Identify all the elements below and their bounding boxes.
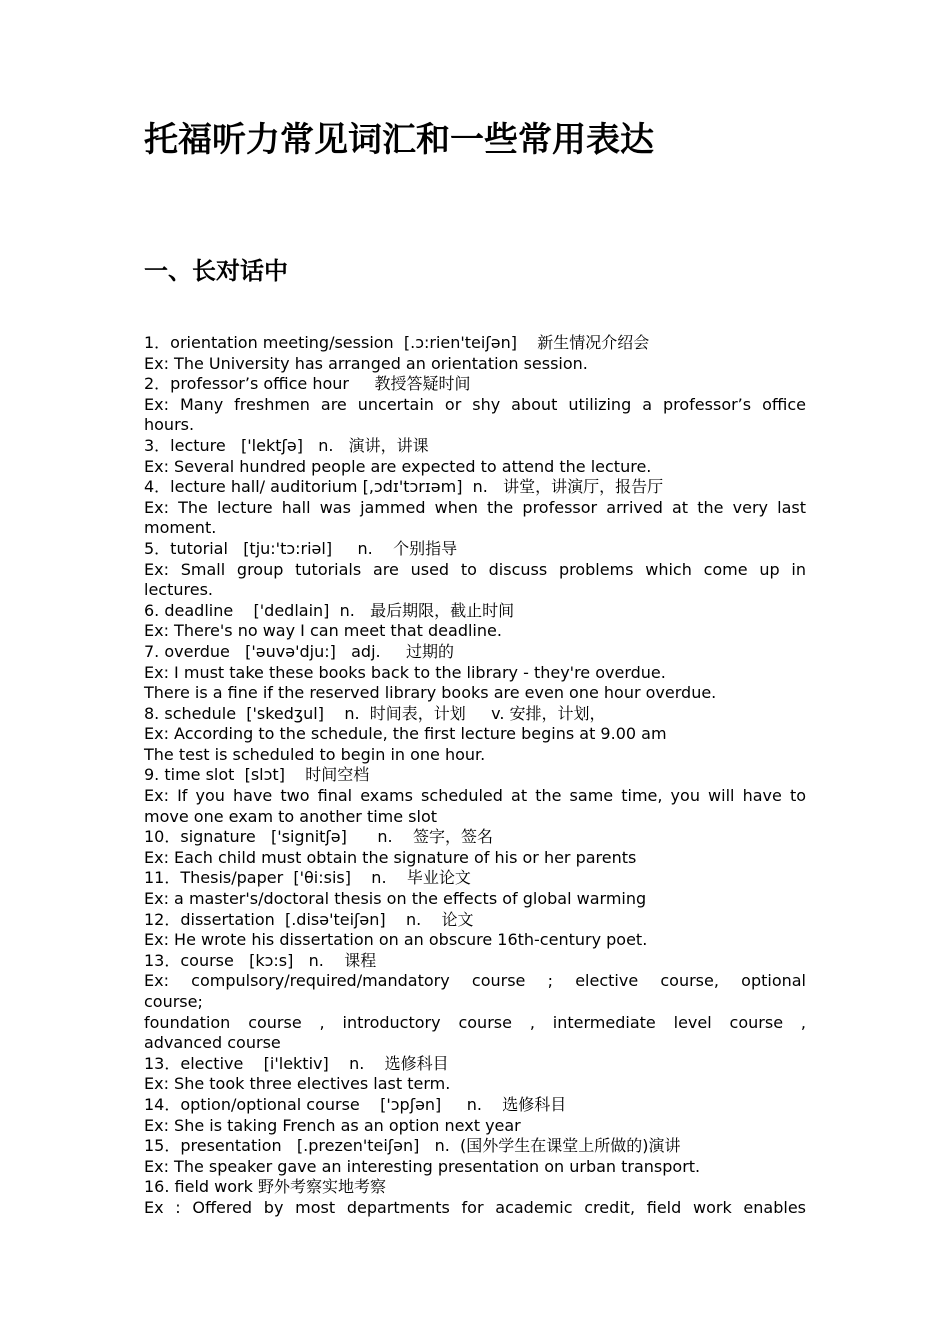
example-sentence: Ex: I must take these books back to the library - they're overdue. [144,662,666,682]
example-sentence: Ex: He wrote his dissertation on an obscure 16th-century poet. [144,930,648,950]
example-sentence: Ex: compulsory/required/mandatory course ; elective course, optional [144,971,806,991]
example-sentence: Ex: The University has arranged an orientation session. [144,353,588,373]
vocab-entry-heading: 16. field work 野外考察实地考察 [144,1177,386,1197]
vocab-entry-heading: 15．presentation [.prezen'teiʃən] n. (国外学生在课堂上所做的)演讲 [144,1136,681,1156]
text-line: moment. [144,518,217,538]
example-sentence: Ex: There's no way I can meet that deadline. [144,621,502,641]
text-line: hours. [144,415,195,435]
example-sentence: Ex: The speaker gave an interesting presentation on urban transport. [144,1156,701,1176]
vocab-entry-heading: 10．signature ['signitʃə] n. 签字，签名 [144,827,493,847]
vocab-entry-heading: 12．dissertation [.disə'teiʃən] n. 论文 [144,909,474,929]
vocab-entry-heading: 4．lecture hall/ auditorium [,ɔdɪ'tɔrɪəm] n. 讲堂，讲演厅，报告厅 [144,477,664,497]
vocab-entry-heading: 2．professor’s office hour 教授答疑时间 [144,374,471,394]
example-sentence: Ex: Each child must obtain the signature of his or her parents [144,847,637,867]
example-sentence: Ex: a master's/doctoral thesis on the effects of global warming [144,889,647,909]
text-line: lectures. [144,580,213,600]
vocab-entry-heading: 7. overdue ['əuvə'dju:] adj. 过期的 [144,641,455,661]
vocab-entry-heading: 13．course [kɔ:s] n. 课程 [144,950,377,970]
example-sentence: Ex: She is taking French as an option next year [144,1115,521,1135]
example-sentence: Ex: Small group tutorials are used to discuss problems which come up in [144,559,806,579]
text-line: There is a fine if the reserved library books are even one hour overdue. [144,683,717,703]
vocab-entry-heading: 14．option/optional course ['ɔpʃən] n. 选修科目 [144,1094,567,1114]
vocab-entry-heading: 11．Thesis/paper ['θi:sis] n. 毕业论文 [144,868,471,888]
text-line: The test is scheduled to begin in one hour. [144,744,486,764]
example-sentence: Ex: If you have two final exams scheduled at the same time, you will have to [144,786,806,806]
section-title: 一、长对话中 [144,257,288,285]
text-line: foundation course , introductory course , intermediate level course , [144,1012,806,1032]
text-line: move one exam to another time slot [144,806,438,826]
document-title: 托福听力常见词汇和一些常用表达 [144,120,654,160]
vocabulary-list [144,333,806,1219]
example-sentence: Ex: Many freshmen are uncertain or shy about utilizing a professor’s office [144,394,806,414]
example-sentence: Ex: Several hundred people are expected to attend the lecture. [144,456,652,476]
vocab-entry-heading: 8. schedule ['skedʒul] n. 时间表，计划 v. 安排，计划， [144,703,606,723]
vocab-entry-heading: 9. time slot [slɔt] 时间空档 [144,765,370,785]
text-line: course; [144,992,203,1011]
vocab-entry-heading: 3．lecture ['lektʃə] n. 演讲，讲课 [144,435,429,455]
vocab-entry-heading: 13．elective [i'lektiv] n. 选修科目 [144,1053,449,1073]
vocab-entry-heading: 1．orientation meeting/session [.ɔ:rien'teiʃən] 新生情况介绍会 [144,333,650,352]
text-line: advanced course [144,1033,281,1053]
vocab-entry-heading: 6. deadline ['dedlain] n. 最后期限，截止时间 [144,600,515,620]
example-sentence: Ex: According to the schedule, the first lecture begins at 9.00 am [144,724,667,744]
vocab-entry-heading: 5．tutorial [tju:'tɔ:riəl] n. 个别指导 [144,538,458,558]
example-sentence: Ex : Offered by most departments for academic credit, field work enables [144,1197,806,1217]
example-sentence: Ex: She took three electives last term. [144,1074,451,1094]
example-sentence: Ex: The lecture hall was jammed when the professor arrived at the very last [144,497,806,517]
